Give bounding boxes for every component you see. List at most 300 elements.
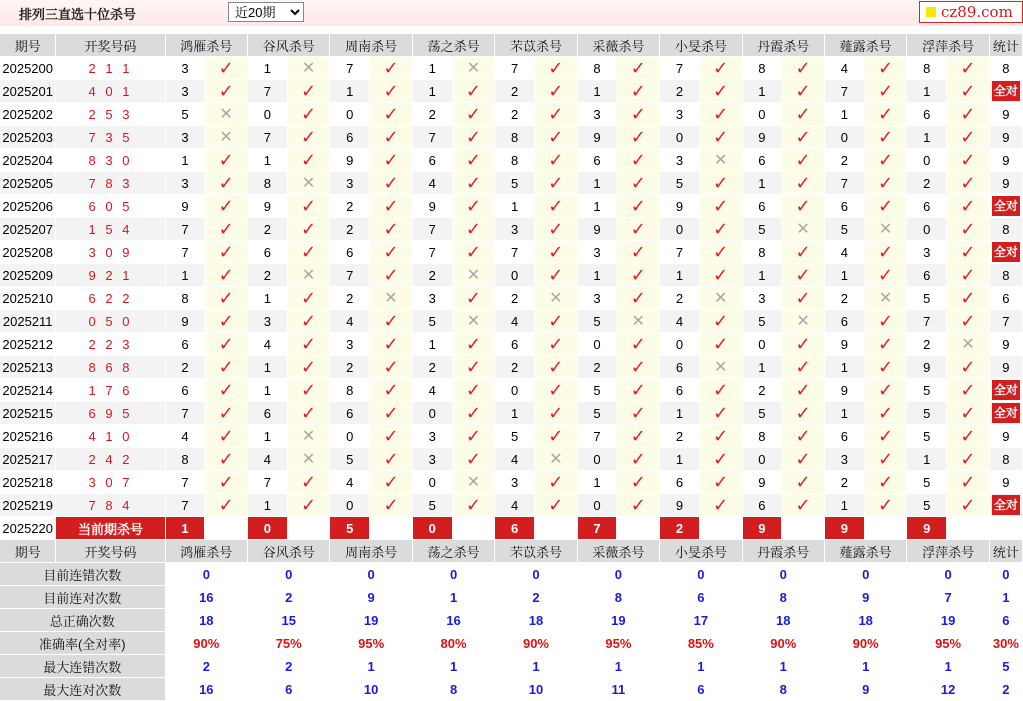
check-icon: ✓ xyxy=(782,126,825,149)
check-icon: ✓ xyxy=(782,241,825,264)
kill-value: 7 xyxy=(495,241,535,264)
kill-value: 5 xyxy=(907,425,947,448)
check-icon: ✓ xyxy=(617,494,660,517)
check-icon: ✓ xyxy=(617,333,660,356)
kill-value: 1 xyxy=(907,448,947,471)
kill-value: 2 xyxy=(577,356,617,379)
kill-value: 6 xyxy=(742,494,782,517)
stat-cell: 8 xyxy=(989,57,1022,80)
current-kill-blank xyxy=(617,517,660,540)
kill-value: 5 xyxy=(412,310,452,333)
check-icon: ✓ xyxy=(782,425,825,448)
check-icon: ✓ xyxy=(452,448,495,471)
cross-icon: ✕ xyxy=(864,218,907,241)
issue-number: 2025217 xyxy=(0,448,56,471)
kill-value: 3 xyxy=(742,287,782,310)
check-icon: ✓ xyxy=(699,126,742,149)
check-icon: ✓ xyxy=(782,80,825,103)
draw-numbers: 8 6 8 xyxy=(56,356,165,379)
summary-label: 最大连对次数 xyxy=(0,678,165,701)
kill-value: 5 xyxy=(742,310,782,333)
summary-row xyxy=(0,678,1023,701)
col-expert-header: 薤露杀号 xyxy=(824,34,906,57)
kill-value: 7 xyxy=(907,310,947,333)
check-icon: ✓ xyxy=(287,149,330,172)
kill-value: 5 xyxy=(165,103,205,126)
kill-value: 3 xyxy=(165,126,205,149)
check-icon: ✓ xyxy=(947,471,990,494)
check-icon: ✓ xyxy=(452,241,495,264)
check-icon: ✓ xyxy=(452,126,495,149)
check-icon: ✓ xyxy=(617,264,660,287)
summary-label: 准确率(全对率) xyxy=(0,632,165,655)
check-icon: ✓ xyxy=(699,448,742,471)
check-icon: ✓ xyxy=(947,172,990,195)
kill-value: 0 xyxy=(660,126,700,149)
check-icon: ✓ xyxy=(534,379,577,402)
kill-value: 0 xyxy=(330,425,370,448)
check-icon: ✓ xyxy=(947,218,990,241)
check-icon: ✓ xyxy=(617,241,660,264)
check-icon: ✓ xyxy=(534,494,577,517)
check-icon: ✓ xyxy=(452,379,495,402)
check-icon: ✓ xyxy=(699,195,742,218)
check-icon: ✓ xyxy=(452,195,495,218)
cross-icon: ✕ xyxy=(699,149,742,172)
kill-value: 6 xyxy=(907,103,947,126)
kill-value: 4 xyxy=(412,379,452,402)
check-icon: ✓ xyxy=(617,149,660,172)
issue-number: 2025202 xyxy=(0,103,56,126)
table-row xyxy=(0,356,1023,379)
check-icon: ✓ xyxy=(947,448,990,471)
table-row xyxy=(0,264,1023,287)
issue-number: 2025218 xyxy=(0,471,56,494)
kill-value: 1 xyxy=(330,80,370,103)
check-icon: ✓ xyxy=(534,218,577,241)
kill-value: 6 xyxy=(824,425,864,448)
check-icon: ✓ xyxy=(205,310,248,333)
check-icon: ✓ xyxy=(534,356,577,379)
check-icon: ✓ xyxy=(205,287,248,310)
kill-value: 6 xyxy=(248,241,288,264)
kill-value: 3 xyxy=(495,218,535,241)
kill-value: 4 xyxy=(824,241,864,264)
kill-value: 8 xyxy=(165,448,205,471)
summary-value: 1 xyxy=(824,655,906,678)
kill-value: 9 xyxy=(248,195,288,218)
summary-value: 1 xyxy=(330,655,412,678)
draw-numbers: 7 3 5 xyxy=(56,126,165,149)
kill-value: 9 xyxy=(742,126,782,149)
check-icon: ✓ xyxy=(370,241,413,264)
kill-value: 7 xyxy=(165,494,205,517)
check-icon: ✓ xyxy=(864,448,907,471)
kill-value: 1 xyxy=(495,402,535,425)
kill-value: 0 xyxy=(412,471,452,494)
check-icon: ✓ xyxy=(947,195,990,218)
kill-value: 3 xyxy=(660,103,700,126)
kill-value: 3 xyxy=(577,241,617,264)
cross-icon: ✕ xyxy=(452,310,495,333)
check-icon: ✓ xyxy=(699,310,742,333)
check-icon: ✓ xyxy=(617,172,660,195)
kill-value: 1 xyxy=(742,264,782,287)
kill-value: 0 xyxy=(330,494,370,517)
check-icon: ✓ xyxy=(864,172,907,195)
cross-icon: ✕ xyxy=(782,218,825,241)
check-icon: ✓ xyxy=(534,195,577,218)
stat-cell: 9 xyxy=(989,126,1022,149)
summary-value: 6 xyxy=(660,586,742,609)
check-icon: ✓ xyxy=(864,241,907,264)
draw-numbers: 2 5 3 xyxy=(56,103,165,126)
check-icon: ✓ xyxy=(699,57,742,80)
check-icon: ✓ xyxy=(782,494,825,517)
check-icon: ✓ xyxy=(452,356,495,379)
kill-value: 2 xyxy=(824,149,864,172)
issue-number: 2025210 xyxy=(0,287,56,310)
summary-value: 11 xyxy=(577,678,659,701)
summary-value: 1 xyxy=(660,655,742,678)
check-icon: ✓ xyxy=(617,448,660,471)
summary-value: 1 xyxy=(577,655,659,678)
kill-value: 7 xyxy=(412,218,452,241)
draw-numbers: 2 1 1 xyxy=(56,57,165,80)
kill-value: 3 xyxy=(165,57,205,80)
check-icon: ✓ xyxy=(370,80,413,103)
summary-stat: 30% xyxy=(989,632,1022,655)
kill-value: 1 xyxy=(248,57,288,80)
table-row xyxy=(0,57,1023,80)
kill-value: 2 xyxy=(660,287,700,310)
summary-value: 9 xyxy=(824,586,906,609)
summary-value: 17 xyxy=(660,609,742,632)
draw-numbers: 4 1 0 xyxy=(56,425,165,448)
check-icon: ✓ xyxy=(864,425,907,448)
current-issue-number: 2025220 xyxy=(0,517,56,540)
check-icon: ✓ xyxy=(864,333,907,356)
kill-value: 6 xyxy=(412,149,452,172)
check-icon: ✓ xyxy=(287,80,330,103)
summary-value: 2 xyxy=(495,586,577,609)
kill-value: 3 xyxy=(330,333,370,356)
check-icon: ✓ xyxy=(370,126,413,149)
check-icon: ✓ xyxy=(782,402,825,425)
current-kill-label: 当前期杀号 xyxy=(56,517,165,540)
check-icon: ✓ xyxy=(370,448,413,471)
check-icon: ✓ xyxy=(864,126,907,149)
period-select[interactable] xyxy=(228,2,304,22)
kill-value: 4 xyxy=(248,448,288,471)
draw-numbers: 0 5 0 xyxy=(56,310,165,333)
check-icon: ✓ xyxy=(205,379,248,402)
issue-number: 2025214 xyxy=(0,379,56,402)
header-row xyxy=(0,540,1023,563)
summary-value: 10 xyxy=(330,678,412,701)
kill-value: 9 xyxy=(165,195,205,218)
issue-number: 2025208 xyxy=(0,241,56,264)
summary-value: 80% xyxy=(412,632,494,655)
col-expert-header: 丹霞杀号 xyxy=(742,34,824,57)
check-icon: ✓ xyxy=(699,264,742,287)
issue-number: 2025200 xyxy=(0,57,56,80)
current-period-row xyxy=(0,517,1023,540)
kill-value: 0 xyxy=(907,149,947,172)
kill-value: 5 xyxy=(495,425,535,448)
kill-value: 2 xyxy=(824,287,864,310)
check-icon: ✓ xyxy=(370,333,413,356)
draw-numbers: 6 2 2 xyxy=(56,287,165,310)
draw-numbers: 3 0 9 xyxy=(56,241,165,264)
cross-icon: ✕ xyxy=(452,264,495,287)
kill-value: 0 xyxy=(660,218,700,241)
stat-cell xyxy=(989,241,1022,264)
check-icon: ✓ xyxy=(370,103,413,126)
issue-number: 2025203 xyxy=(0,126,56,149)
summary-value: 95% xyxy=(907,632,989,655)
stat-cell: 9 xyxy=(989,333,1022,356)
kill-value: 3 xyxy=(495,471,535,494)
check-icon: ✓ xyxy=(452,333,495,356)
check-icon: ✓ xyxy=(370,57,413,80)
kill-value: 5 xyxy=(577,310,617,333)
check-icon: ✓ xyxy=(782,448,825,471)
check-icon: ✓ xyxy=(534,402,577,425)
kill-value: 1 xyxy=(577,195,617,218)
current-kill-value: 0 xyxy=(248,517,288,540)
col-stat-header: 统计 xyxy=(989,34,1022,57)
check-icon: ✓ xyxy=(947,356,990,379)
kill-value: 5 xyxy=(907,494,947,517)
kill-value: 0 xyxy=(907,218,947,241)
kill-value: 8 xyxy=(742,241,782,264)
summary-stat: 5 xyxy=(989,655,1022,678)
site-logo[interactable] xyxy=(919,1,1023,23)
kill-value: 0 xyxy=(577,333,617,356)
kill-value: 2 xyxy=(742,379,782,402)
kill-value: 0 xyxy=(577,494,617,517)
check-icon: ✓ xyxy=(864,494,907,517)
current-kill-value: 9 xyxy=(907,517,947,540)
kill-value: 7 xyxy=(330,57,370,80)
check-icon: ✓ xyxy=(947,126,990,149)
kill-value: 5 xyxy=(907,471,947,494)
kill-value: 7 xyxy=(412,241,452,264)
check-icon: ✓ xyxy=(205,172,248,195)
summary-value: 1 xyxy=(495,655,577,678)
stat-cell xyxy=(989,195,1022,218)
check-icon: ✓ xyxy=(452,80,495,103)
summary-value: 8 xyxy=(412,678,494,701)
check-icon: ✓ xyxy=(864,471,907,494)
kill-number-table xyxy=(0,34,1023,701)
kill-value: 3 xyxy=(577,287,617,310)
check-icon: ✓ xyxy=(617,356,660,379)
check-icon: ✓ xyxy=(370,425,413,448)
kill-value: 5 xyxy=(907,287,947,310)
header-row xyxy=(0,34,1023,57)
summary-value: 90% xyxy=(165,632,247,655)
check-icon: ✓ xyxy=(617,218,660,241)
check-icon: ✓ xyxy=(452,172,495,195)
check-icon: ✓ xyxy=(617,425,660,448)
stat-cell xyxy=(989,379,1022,402)
all-correct-badge: 全对 xyxy=(992,380,1020,400)
current-kill-value: 5 xyxy=(330,517,370,540)
kill-value: 5 xyxy=(742,218,782,241)
check-icon: ✓ xyxy=(534,471,577,494)
check-icon: ✓ xyxy=(699,425,742,448)
summary-row xyxy=(0,563,1023,586)
check-icon: ✓ xyxy=(370,471,413,494)
issue-number: 2025219 xyxy=(0,494,56,517)
stat-cell xyxy=(989,402,1022,425)
kill-value: 1 xyxy=(412,80,452,103)
issue-number: 2025205 xyxy=(0,172,56,195)
current-kill-blank xyxy=(864,517,907,540)
summary-value: 1 xyxy=(907,655,989,678)
check-icon: ✓ xyxy=(864,195,907,218)
draw-numbers: 7 8 4 xyxy=(56,494,165,517)
col-expert-header: 鸿雁杀号 xyxy=(165,34,247,57)
current-kill-blank xyxy=(287,517,330,540)
kill-value: 1 xyxy=(248,149,288,172)
kill-value: 9 xyxy=(412,195,452,218)
kill-value: 5 xyxy=(660,172,700,195)
check-icon: ✓ xyxy=(534,57,577,80)
table-row xyxy=(0,448,1023,471)
kill-value: 5 xyxy=(907,379,947,402)
check-icon: ✓ xyxy=(617,379,660,402)
cross-icon: ✕ xyxy=(287,264,330,287)
table-row xyxy=(0,103,1023,126)
cross-icon: ✕ xyxy=(452,57,495,80)
summary-value: 9 xyxy=(824,678,906,701)
check-icon: ✓ xyxy=(947,264,990,287)
draw-numbers: 7 8 3 xyxy=(56,172,165,195)
issue-number: 2025212 xyxy=(0,333,56,356)
draw-numbers: 8 3 0 xyxy=(56,149,165,172)
kill-value: 2 xyxy=(412,103,452,126)
draw-numbers: 2 4 2 xyxy=(56,448,165,471)
col-expert-header: 采薇杀号 xyxy=(577,34,659,57)
check-icon: ✓ xyxy=(534,264,577,287)
check-icon: ✓ xyxy=(370,494,413,517)
cross-icon: ✕ xyxy=(947,333,990,356)
current-kill-value: 9 xyxy=(824,517,864,540)
stat-cell xyxy=(989,494,1022,517)
check-icon: ✓ xyxy=(370,264,413,287)
check-icon: ✓ xyxy=(287,494,330,517)
kill-value: 5 xyxy=(577,379,617,402)
summary-value: 0 xyxy=(660,563,742,586)
kill-value: 2 xyxy=(165,356,205,379)
kill-value: 2 xyxy=(248,264,288,287)
kill-value: 7 xyxy=(165,218,205,241)
check-icon: ✓ xyxy=(534,310,577,333)
cross-icon: ✕ xyxy=(287,57,330,80)
check-icon: ✓ xyxy=(534,103,577,126)
check-icon: ✓ xyxy=(452,425,495,448)
kill-value: 1 xyxy=(577,471,617,494)
col-issue-header: 期号 xyxy=(0,540,56,563)
kill-value: 5 xyxy=(412,494,452,517)
check-icon: ✓ xyxy=(782,356,825,379)
kill-value: 6 xyxy=(824,195,864,218)
kill-value: 0 xyxy=(742,103,782,126)
kill-value: 2 xyxy=(412,356,452,379)
kill-value: 1 xyxy=(824,494,864,517)
check-icon: ✓ xyxy=(947,80,990,103)
check-icon: ✓ xyxy=(617,103,660,126)
summary-value: 0 xyxy=(824,563,906,586)
summary-value: 1 xyxy=(742,655,824,678)
kill-value: 9 xyxy=(165,310,205,333)
summary-value: 95% xyxy=(330,632,412,655)
table-row xyxy=(0,126,1023,149)
check-icon: ✓ xyxy=(699,494,742,517)
kill-value: 3 xyxy=(412,287,452,310)
summary-value: 0 xyxy=(742,563,824,586)
summary-label: 最大连错次数 xyxy=(0,655,165,678)
kill-value: 1 xyxy=(248,425,288,448)
current-kill-blank xyxy=(370,517,413,540)
check-icon: ✓ xyxy=(370,356,413,379)
kill-value: 9 xyxy=(742,471,782,494)
table-row xyxy=(0,379,1023,402)
check-icon: ✓ xyxy=(782,195,825,218)
kill-value: 2 xyxy=(495,103,535,126)
check-icon: ✓ xyxy=(534,425,577,448)
summary-value: 0 xyxy=(577,563,659,586)
kill-value: 6 xyxy=(907,264,947,287)
check-icon: ✓ xyxy=(864,80,907,103)
kill-value: 1 xyxy=(495,195,535,218)
summary-stat: 2 xyxy=(989,678,1022,701)
check-icon: ✓ xyxy=(205,149,248,172)
current-kill-value: 6 xyxy=(495,517,535,540)
kill-value: 1 xyxy=(248,379,288,402)
check-icon: ✓ xyxy=(205,264,248,287)
summary-label: 目前连错次数 xyxy=(0,563,165,586)
table-row xyxy=(0,425,1023,448)
table-row xyxy=(0,80,1023,103)
kill-value: 6 xyxy=(495,333,535,356)
col-draw-header: 开奖号码 xyxy=(56,540,165,563)
kill-value: 7 xyxy=(330,264,370,287)
check-icon: ✓ xyxy=(947,310,990,333)
summary-value: 18 xyxy=(742,609,824,632)
check-icon: ✓ xyxy=(864,356,907,379)
summary-value: 90% xyxy=(824,632,906,655)
kill-value: 6 xyxy=(907,195,947,218)
kill-value: 4 xyxy=(330,471,370,494)
current-kill-blank xyxy=(534,517,577,540)
check-icon: ✓ xyxy=(617,402,660,425)
current-kill-value: 2 xyxy=(660,517,700,540)
check-icon: ✓ xyxy=(205,241,248,264)
kill-value: 7 xyxy=(165,402,205,425)
kill-value: 6 xyxy=(165,379,205,402)
check-icon: ✓ xyxy=(287,471,330,494)
kill-value: 6 xyxy=(577,149,617,172)
summary-value: 18 xyxy=(824,609,906,632)
kill-value: 2 xyxy=(495,356,535,379)
kill-value: 5 xyxy=(330,448,370,471)
kill-value: 1 xyxy=(165,149,205,172)
issue-number: 2025211 xyxy=(0,310,56,333)
